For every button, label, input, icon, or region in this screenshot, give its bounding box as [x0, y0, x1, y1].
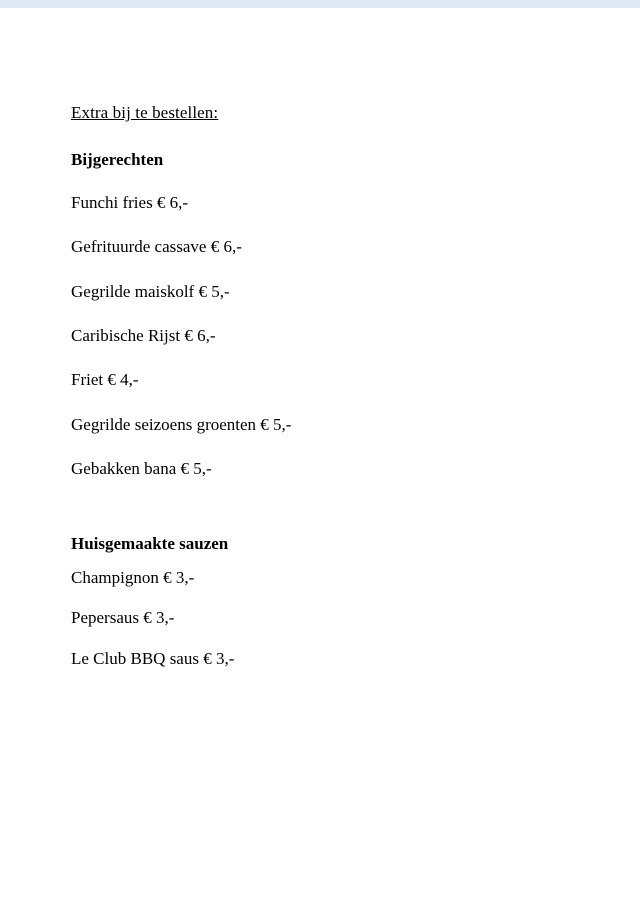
- top-accent-strip: [0, 0, 640, 8]
- menu-content: [71, 103, 551, 689]
- list-item: Funchi fries € 6,-: [71, 192, 189, 212]
- section-heading-bijgerechten: Bijgerechten: [71, 150, 164, 170]
- list-item: Gebakken bana € 5,-: [71, 459, 212, 479]
- side-dishes-list: [71, 193, 551, 480]
- list-item: Le Club BBQ saus € 3,-: [71, 648, 235, 668]
- list-item: Caribische Rijst € 6,-: [71, 325, 216, 345]
- list-item: Gegrilde seizoens groenten € 5,-: [71, 414, 292, 434]
- list-item: Champignon € 3,-: [71, 567, 195, 587]
- menu-intro-label: Extra bij te bestellen:: [71, 103, 219, 122]
- list-item: Gegrilde maiskolf € 5,-: [71, 281, 230, 301]
- sauces-list: [71, 568, 551, 669]
- list-item: Friet € 4,-: [71, 370, 139, 390]
- list-item: Pepersaus € 3,-: [71, 608, 175, 628]
- section-heading-huisgemaakte-sauzen: Huisgemaakte sauzen: [71, 533, 229, 553]
- list-item: Gefrituurde cassave € 6,-: [71, 237, 242, 257]
- section-spacer: [71, 504, 551, 534]
- document-page: [0, 8, 640, 906]
